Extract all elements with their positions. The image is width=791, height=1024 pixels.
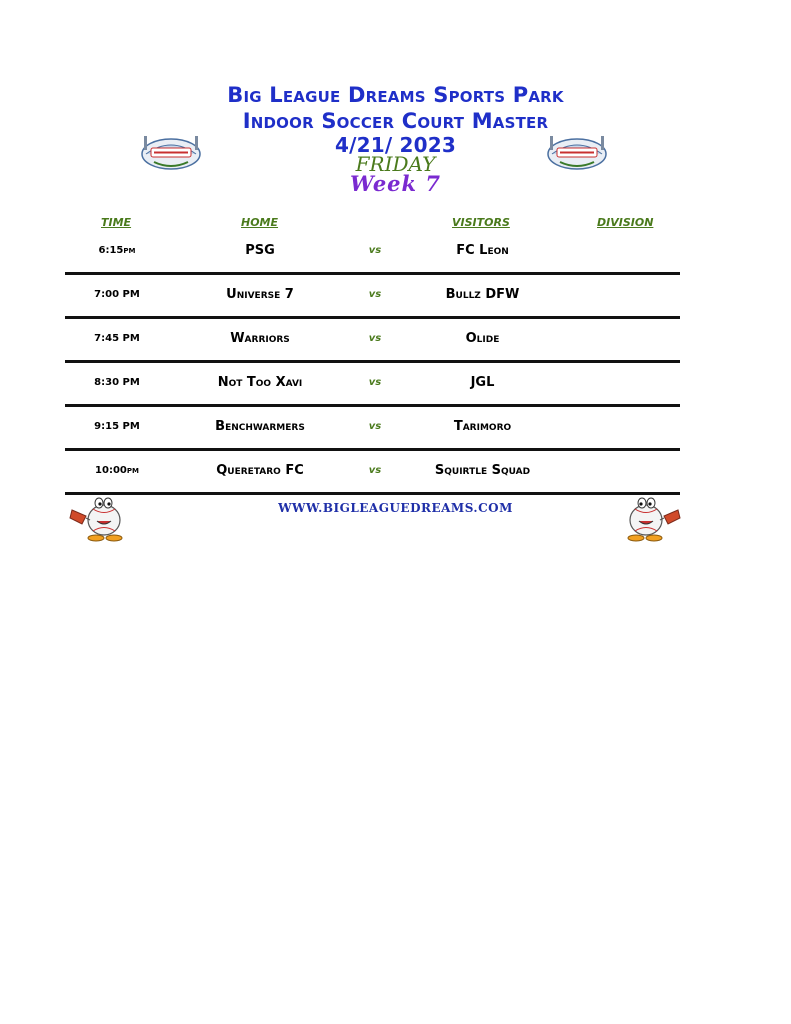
home-team: Universe 7 — [226, 287, 294, 302]
home-team: Benchwarmers — [215, 419, 305, 434]
home-team: Not Too Xavi — [217, 375, 303, 390]
game-time: 8:30 PM — [94, 377, 140, 388]
schedule-day: FRIDAY — [355, 152, 436, 176]
versus-label: vs — [368, 377, 382, 388]
home-team: PSG — [245, 243, 275, 258]
visiting-team: Olide — [465, 331, 500, 346]
versus-label: vs — [368, 245, 382, 256]
home-team: Queretaro FC — [216, 463, 304, 478]
home-team: Warriors — [230, 331, 290, 346]
game-row — [65, 407, 680, 451]
game-row — [65, 363, 680, 407]
game-row — [65, 231, 680, 275]
column-header-time: TIME — [101, 216, 132, 229]
row-divider — [65, 492, 680, 495]
game-time: 10:00pm — [95, 465, 139, 476]
game-row — [65, 275, 680, 319]
visiting-team: FC Leon — [456, 243, 509, 258]
game-time: 9:15 PM — [94, 421, 140, 432]
schedule-date: 4/21/ 2023 — [335, 133, 456, 157]
game-time: 7:45 PM — [94, 333, 140, 344]
versus-label: vs — [368, 421, 382, 432]
versus-label: vs — [368, 465, 382, 476]
visiting-team: Squirtle Squad — [434, 463, 531, 478]
game-time: 6:15pm — [98, 245, 136, 256]
visiting-team: JGL — [470, 375, 495, 390]
versus-label: vs — [368, 289, 382, 300]
game-row — [65, 451, 680, 495]
visiting-team: Tarimoro — [453, 419, 512, 434]
column-header-home: HOME — [241, 216, 279, 229]
schedule-week: Week 7 — [349, 171, 442, 196]
visiting-team: Bullz DFW — [445, 287, 520, 302]
versus-label: vs — [368, 333, 382, 344]
stadium-logo-icon — [546, 132, 608, 172]
schedule-title: Indoor Soccer Court Master — [242, 109, 549, 133]
game-row — [65, 319, 680, 363]
park-title: Big League Dreams Sports Park — [227, 83, 564, 107]
game-time: 7:00 PM — [94, 289, 140, 300]
stadium-logo-icon — [140, 132, 202, 172]
website-link[interactable]: WWW.BIGLEAGUEDREAMS.COM — [278, 501, 513, 515]
column-header-visitors: VISITORS — [452, 216, 510, 229]
column-header-division: DIVISION — [597, 216, 654, 229]
